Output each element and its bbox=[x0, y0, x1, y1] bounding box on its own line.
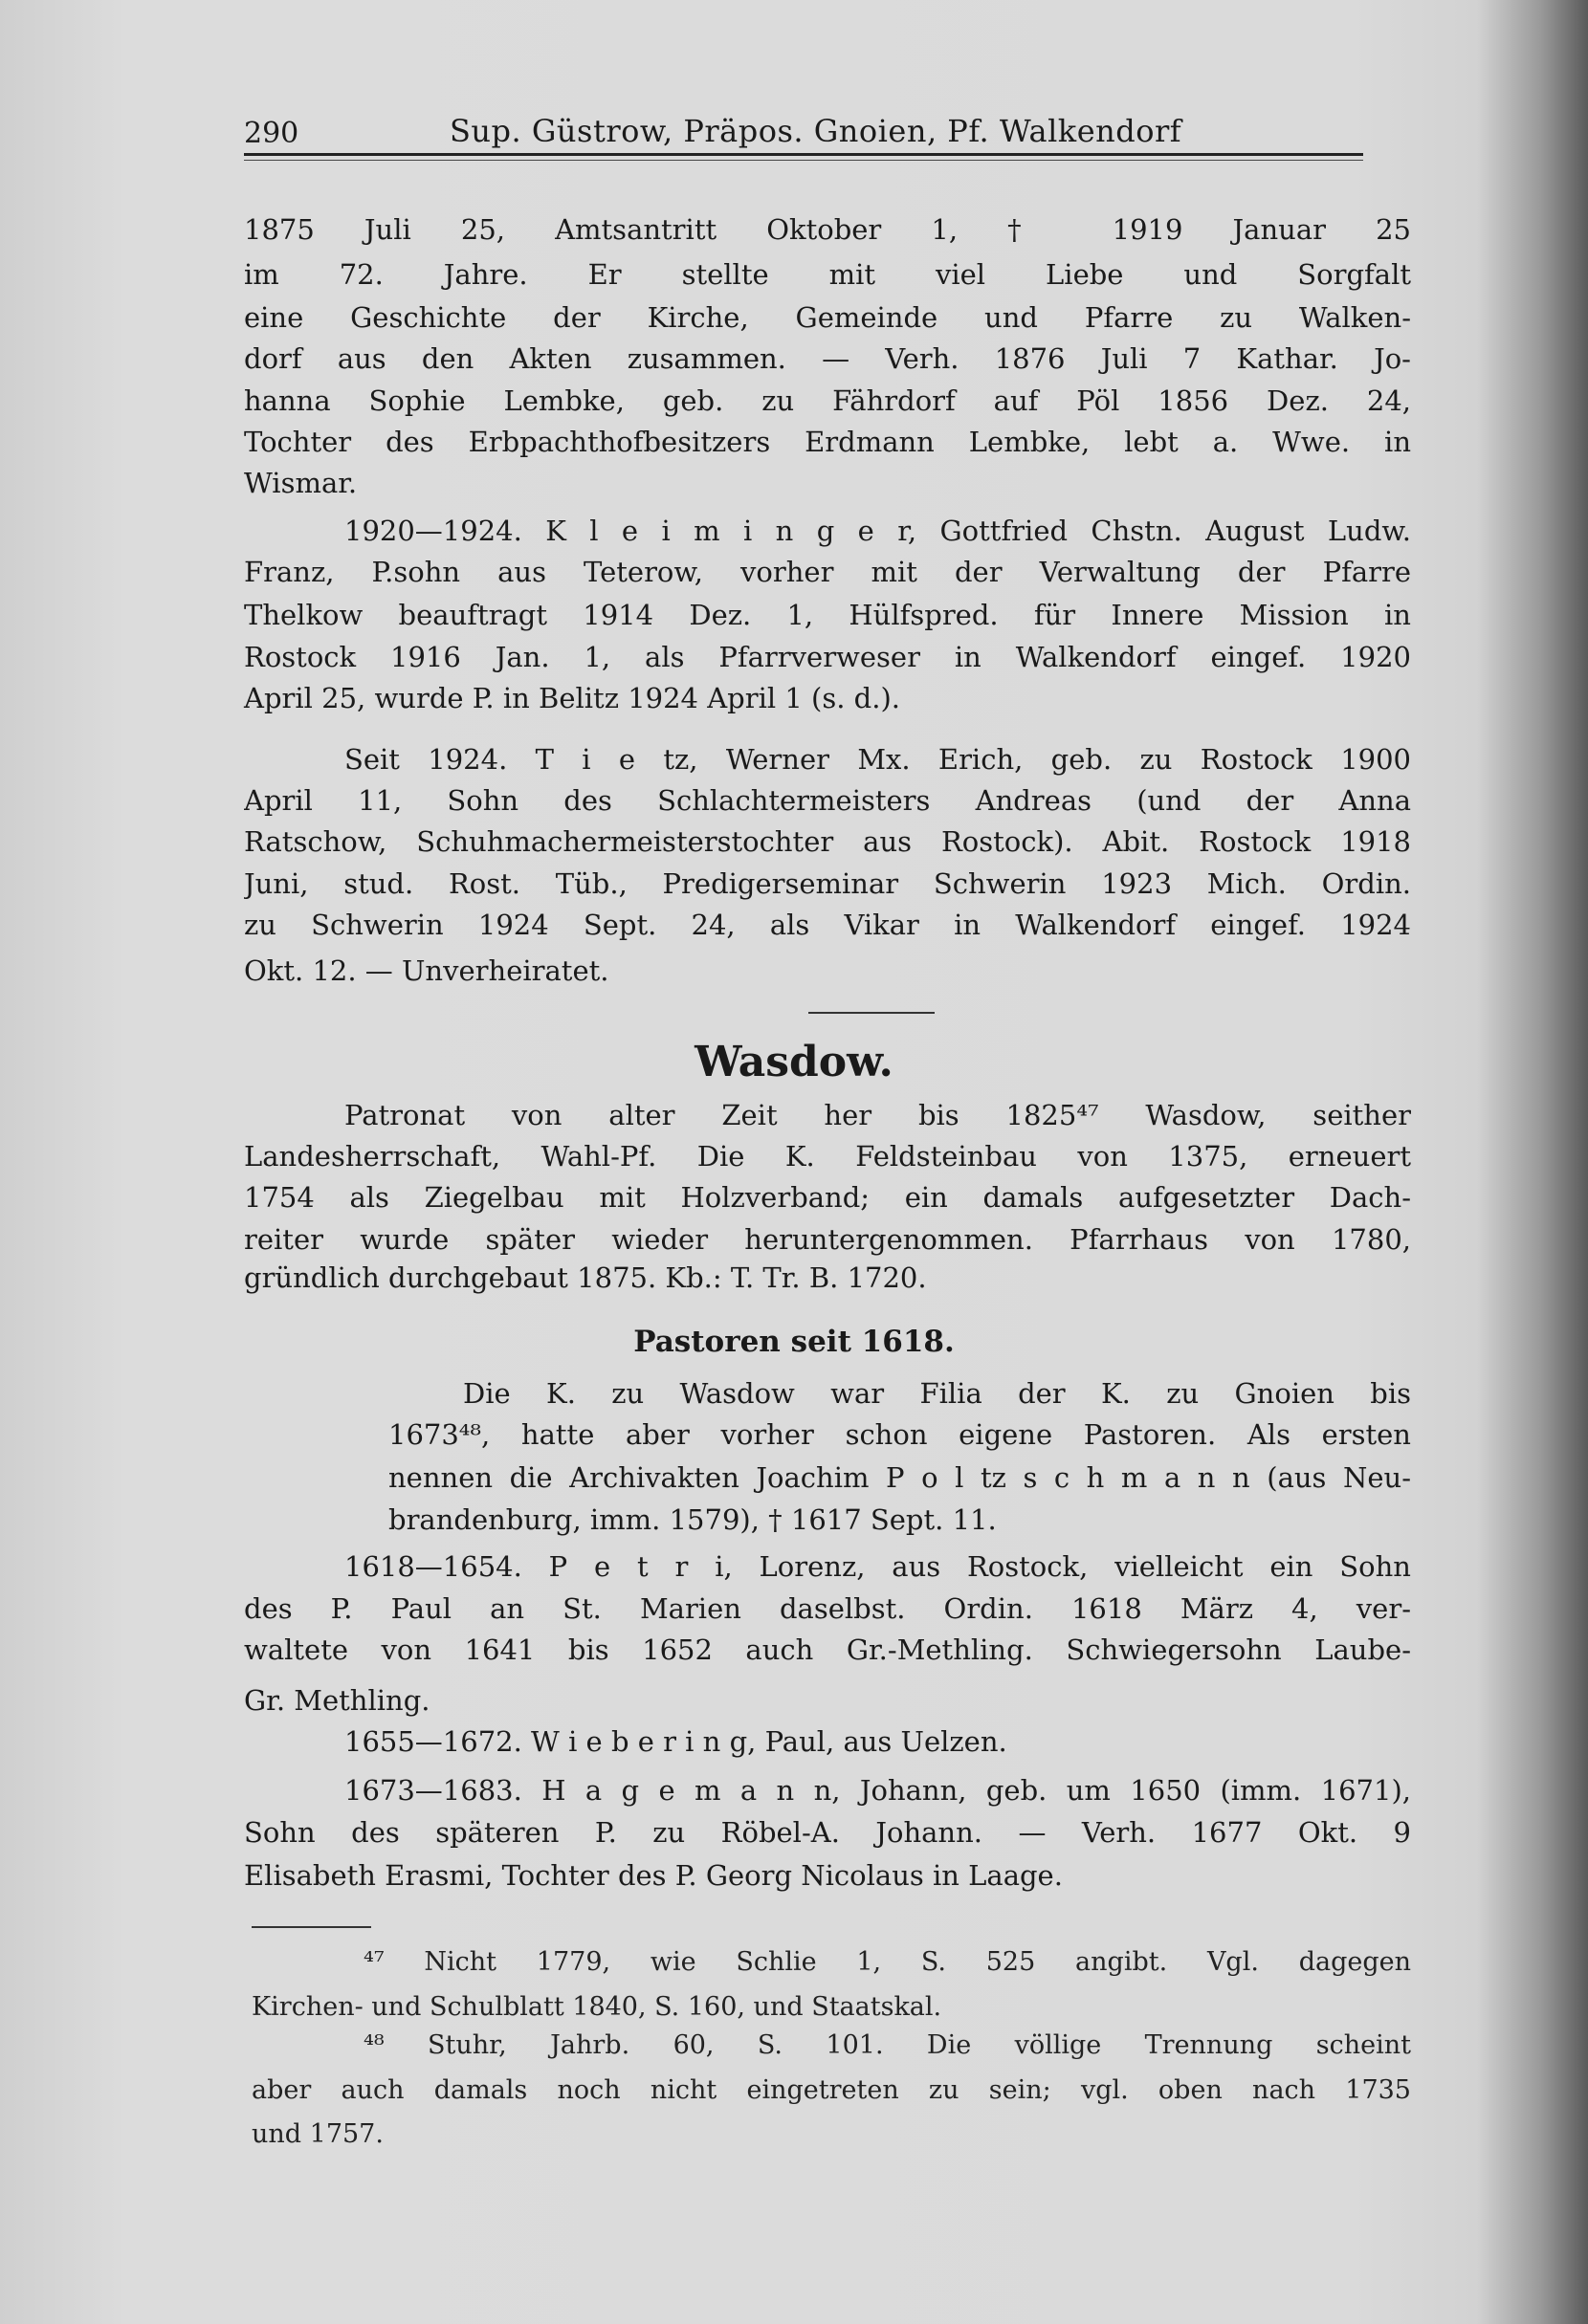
text-line: reiter wurde später wieder heruntergenommen. Pfarrhaus von 1780, bbox=[244, 1223, 1411, 1256]
text-line: April 11, Sohn des Schlachtermeisters Andreas (und der Anna bbox=[244, 784, 1411, 817]
text-line: 1920—1924. K l e i m i n g e r, Gottfried Chstn. August Ludw. bbox=[344, 515, 1411, 547]
text-line: des P. Paul an St. Marien daselbst. Ordin. 1618 März 4, ver- bbox=[244, 1592, 1411, 1625]
text-line: 1875 Juli 25, Amtsantritt Oktober 1, † 1919 Januar 25 bbox=[244, 213, 1411, 246]
text-line: nennen die Archivakten Joachim P o l tz s c h m a n n (aus Neu- bbox=[388, 1461, 1411, 1494]
text-line: waltete von 1641 bis 1652 auch Gr.-Methling. Schwiegersohn Laube- bbox=[244, 1633, 1411, 1666]
text-line: gründlich durchgebaut 1875. Kb.: T. Tr. B. 1720. bbox=[244, 1261, 927, 1294]
text-line: Seit 1924. T i e tz, Werner Mx. Erich, geb. zu Rostock 1900 bbox=[344, 743, 1411, 776]
text-line: 1655—1672. W i e b e r i n g, Paul, aus Uelzen. bbox=[344, 1725, 1007, 1758]
footnote-line: und 1757. bbox=[252, 2119, 384, 2149]
text-line: Ratschow, Schuhmachermeisterstochter aus Rostock). Abit. Rostock 1918 bbox=[244, 825, 1411, 858]
text-line: Gr. Methling. bbox=[244, 1684, 430, 1717]
footnote-line: ⁴⁸ Stuhr, Jahrb. 60, S. 101. Die völlige Trennung scheint bbox=[364, 2030, 1411, 2060]
text-line: Rostock 1916 Jan. 1, als Pfarrverweser in Walkendorf eingef. 1920 bbox=[244, 641, 1411, 673]
text-line: Thelkow beauftragt 1914 Dez. 1, Hülfspred. für Innere Mission in bbox=[244, 599, 1411, 631]
text-line: Wismar. bbox=[244, 467, 358, 499]
text-line: brandenburg, imm. 1579), † 1617 Sept. 11. bbox=[388, 1503, 997, 1536]
text-line: eine Geschichte der Kirche, Gemeinde und Pfarre zu Walken- bbox=[244, 301, 1411, 334]
text-line: 1754 als Ziegelbau mit Holzverband; ein damals aufgesetzter Dach- bbox=[244, 1181, 1411, 1214]
text-line: Landesherrschaft, Wahl-Pf. Die K. Feldsteinbau von 1375, erneuert bbox=[244, 1140, 1411, 1173]
text-line: 1618—1654. P e t r i, Lorenz, aus Rostock, vielleicht ein Sohn bbox=[344, 1550, 1411, 1583]
text-line: April 25, wurde P. in Belitz 1924 April 1 (s. d.). bbox=[244, 682, 900, 714]
text-line: dorf aus den Akten zusammen. — Verh. 1876 Juli 7 Kathar. Jo- bbox=[244, 342, 1411, 375]
header-rule bbox=[244, 153, 1363, 156]
text-line: Juni, stud. Rost. Tüb., Predigerseminar Schwerin 1923 Mich. Ordin. bbox=[244, 867, 1411, 900]
text-line: 1673⁴⁸, hatte aber vorher schon eigene Pastoren. Als ersten bbox=[388, 1418, 1411, 1451]
text-line: Die K. zu Wasdow war Filia der K. zu Gnoien bis bbox=[463, 1377, 1411, 1410]
text-line: 1673—1683. H a g e m a n n, Johann, geb. um 1650 (imm. 1671), bbox=[344, 1774, 1411, 1807]
text-line: Tochter des Erbpachthofbesitzers Erdmann Lembke, lebt a. Wwe. in bbox=[244, 426, 1411, 458]
text-line: Elisabeth Erasmi, Tochter des P. Georg Nicolaus in Laage. bbox=[244, 1859, 1063, 1892]
subheading: Pastoren seit 1618. bbox=[633, 1325, 955, 1359]
text-line: Patronat von alter Zeit her bis 1825⁴⁷ Wasdow, seither bbox=[344, 1099, 1411, 1131]
footnote-line: aber auch damals noch nicht eingetreten zu sein; vgl. oben nach 1735 bbox=[252, 2075, 1411, 2105]
page-number: 290 bbox=[244, 117, 299, 150]
running-header: Sup. Güstrow, Präpos. Gnoien, Pf. Walkendorf bbox=[450, 113, 1182, 149]
text-line: hanna Sophie Lembke, geb. zu Fährdorf auf Pöl 1856 Dez. 24, bbox=[244, 384, 1411, 417]
text-line: Sohn des späteren P. zu Röbel-A. Johann. — Verh. 1677 Okt. 9 bbox=[244, 1816, 1411, 1849]
section-heading: Wasdow. bbox=[695, 1038, 893, 1086]
text-line: zu Schwerin 1924 Sept. 24, als Vikar in Walkendorf eingef. 1924 bbox=[244, 909, 1411, 941]
section-divider bbox=[808, 1012, 935, 1014]
text-line: im 72. Jahre. Er stellte mit viel Liebe und Sorgfalt bbox=[244, 258, 1411, 291]
text-line: Okt. 12. — Unverheiratet. bbox=[244, 954, 609, 987]
footnote-line: ⁴⁷ Nicht 1779, wie Schlie 1, S. 525 angibt. Vgl. dagegen bbox=[364, 1947, 1411, 1977]
footnote-divider bbox=[252, 1926, 371, 1928]
header-rule-thin bbox=[244, 160, 1363, 161]
footnote-line: Kirchen- und Schulblatt 1840, S. 160, und Staatskal. bbox=[252, 1992, 942, 2022]
text-line: Franz, P.sohn aus Teterow, vorher mit der Verwaltung der Pfarre bbox=[244, 556, 1411, 588]
